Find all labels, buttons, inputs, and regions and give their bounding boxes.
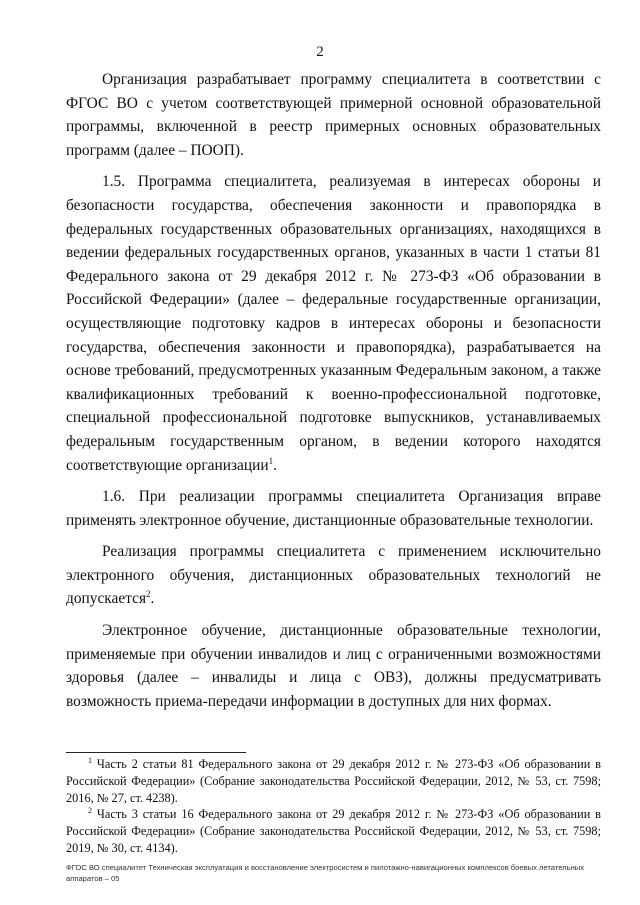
footnote-1 [66, 756, 601, 806]
paragraph-end-dot: . [273, 456, 277, 474]
paragraph-exclusive-elearning-text: Реализация программы специалитета с применением исключительно электронного обучения, дистанционных образовательных технологий не допускается [66, 543, 601, 608]
footnote-1-number: 1 [88, 755, 92, 765]
footnote-1-text: Часть 2 статьи 81 Федерального закона от 29 декабря 2012 г. № 273-ФЗ «Об образовании в Российской Федерации» (Собрание законодательства Российской Федерации, 2012, № 53, ст. 7598; 2016, № 27, ст. 4238). [66, 757, 601, 805]
page-footer: ФГОС ВО специалитет Техническая эксплуатация и восстановление электросистем и пилотажно-навигационных комплексов боевых летательных аппаратов – 05 [66, 863, 585, 883]
footnote-separator [66, 752, 246, 753]
paragraph-1-6-text: 1.6. При реализации программы специалитета Организация вправе применять электронное обучение, дистанционные образовательные технологии. [66, 488, 601, 529]
body-text [66, 68, 601, 713]
paragraph-ovz-text: Электронное обучение, дистанционные образовательные технологии, применяемые при обучении инвалидов и лиц с ограниченными возможностями здоровья (далее – инвалиды и лица с ОВЗ), должны предусматривать возможность приема-передачи информации в доступных для них формах. [66, 622, 601, 710]
footnote-2 [66, 806, 601, 856]
paragraph-1-5 [66, 170, 601, 477]
paragraph-exclusive-elearning [66, 540, 601, 611]
paragraph-end-dot: . [150, 590, 155, 608]
footnotes [66, 756, 601, 857]
paragraph-1-text: Организация разрабатывает программу специалитета в соответствии с ФГОС ВО с учетом соответствующей примерной основной образовательной программы, включенной в реестр примерных основных образовательных программ (далее – ПООП). [66, 71, 601, 159]
footnote-ref-2[interactable]: 2 [146, 589, 151, 600]
paragraph-ovz [66, 619, 601, 713]
paragraph-1-5-text: 1.5. Программа специалитета, реализуемая в интересах обороны и безопасности государства, обеспечения законности и правопорядка в федеральных государственных образовательных организациях, находящихся в ведении федеральных государственных органов, указанных в части 1 статьи 81 Федерального закона от 29 декабря 2012 г. № 273-ФЗ «Об образовании в Российской Федерации» (далее – федеральные государственные организации, осуществляющие подготовку кадров в интересах обороны и безопасности государства, обеспечения законности и правопорядка), разрабатывается на основе требований, предусмотренных указанным Федеральным законом, а также квалификационных требований к военно-профессиональной подготовке, специальной профессиональной подготовке выпускников, устанавливаемых федеральным государственным органом, в ведении которого находятся соответствующие организации [66, 173, 601, 474]
footnote-ref-1[interactable]: 1 [268, 455, 274, 466]
paragraph-1-6 [66, 485, 601, 532]
footnote-2-number: 2 [88, 806, 92, 816]
page-number: 2 [316, 44, 324, 60]
paragraph-1 [66, 68, 601, 162]
footnote-2-text: Часть 3 статьи 16 Федерального закона от 29 декабря 2012 г. № 273-ФЗ «Об образовании в Российской Федерации» (Собрание законодательства Российской Федерации, 2012, № 53, ст. 7598; 2019, № 30, ст. 4134). [66, 807, 601, 855]
